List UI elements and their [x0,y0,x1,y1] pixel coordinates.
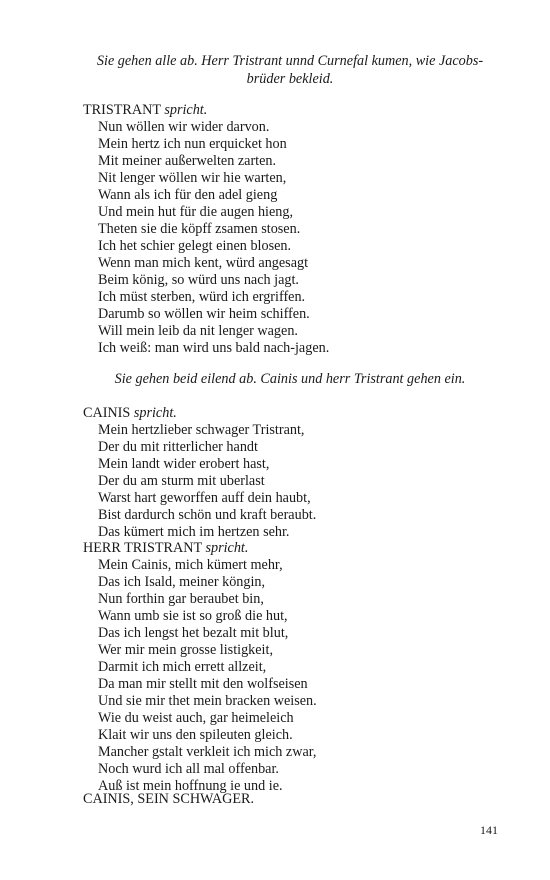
verse-line: Das kümert mich im hertzen sehr. [98,524,290,540]
verse-line: Darumb so wöllen wir heim schiffen. [98,306,310,322]
verse-line: Der du mit ritterlicher handt [98,439,258,455]
speaker-heading [83,405,177,422]
verse-line: Ich müst sterben, würd ich ergriffen. [98,289,306,305]
verse-line: Theten sie die köpff zsamen stosen. [98,221,301,237]
verse-block [98,119,329,357]
verse-line: Darmit ich mich errett allzeit, [98,659,267,675]
verse-line: Der du am sturm mit uberlast [98,473,265,489]
verse-line: Will mein leib da nit lenger wagen. [98,323,298,339]
verse-line: Mit meiner außerwelten zarten. [98,153,277,169]
verse-line: Wann als ich für den adel gieng [98,187,278,203]
speaker-heading [83,540,248,557]
verse-block [98,557,317,795]
page-number: 141 [480,823,498,837]
verse-line: Bist dardurch schön und kraft beraubt. [98,507,317,523]
stage-direction-line: Sie gehen alle ab. Herr Tristrant unnd Curnefal kumen, wie Jacobs- [96,53,484,69]
speaker-action: spricht. [164,102,208,118]
verse-line: Ich weiß: man wird uns bald nach-jagen. [98,340,330,356]
verse-line: Auß ist mein hoffnung ie und ie. [98,778,283,794]
verse-line: Nun wöllen wir wider darvon. [98,119,270,135]
verse-line: Mein hertzlieber schwager Tristrant, [98,422,305,438]
verse-line: Und mein hut für die augen hieng, [98,204,294,220]
speaker-name: CAINIS [83,405,131,421]
speaker-name: TRISTRANT [83,102,161,118]
speaker-heading [83,791,254,808]
verse-line: Wie du weist auch, gar heimeleich [98,710,294,726]
verse-line: Das ich lengst het bezalt mit blut, [98,625,289,641]
verse-line: Wann umb sie ist so groß die hut, [98,608,288,624]
verse-line: Noch wurd ich all mal offenbar. [98,761,279,777]
verse-line: Und sie mir thet mein bracken weisen. [98,693,317,709]
stage-direction [80,53,500,88]
speaker-action: spricht. [133,405,177,421]
verse-block [98,422,316,541]
speaker-name: HERR TRISTRANT [83,540,202,556]
verse-line: Ich het schier gelegt einen blosen. [98,238,292,254]
verse-line: Beim könig, so würd uns nach jagt. [98,272,299,288]
speaker-heading [83,102,207,119]
stage-direction-line: brüder bekleid. [246,70,334,87]
speaker-name: CAINIS, SEIN SCHWAGER. [83,791,255,807]
verse-line: Nit lenger wöllen wir hie warten, [98,170,287,186]
verse-line: Warst hart geworffen auff dein haubt, [98,490,311,506]
verse-line: Mein hertz ich nun erquicket hon [98,136,287,152]
verse-line: Wer mir mein grosse listigkeit, [98,642,273,658]
verse-line: Da man mir stellt mit den wolfseisen [98,676,308,692]
verse-line: Mein Cainis, mich kümert mehr, [98,557,283,573]
verse-line: Mancher gstalt verkleit ich mich zwar, [98,744,317,760]
stage-direction: Sie gehen beid eilend ab. Cainis und herr Tristrant gehen ein. [114,371,466,387]
verse-line: Das ich Isald, meiner köngin, [98,574,266,590]
verse-line: Wenn man mich kent, würd angesagt [98,255,309,271]
verse-line: Mein landt wider erobert hast, [98,456,270,472]
speaker-action: spricht. [205,540,249,556]
verse-line: Klait wir uns den spileuten gleich. [98,727,293,743]
verse-line: Nun forthin gar beraubet bin, [98,591,264,607]
